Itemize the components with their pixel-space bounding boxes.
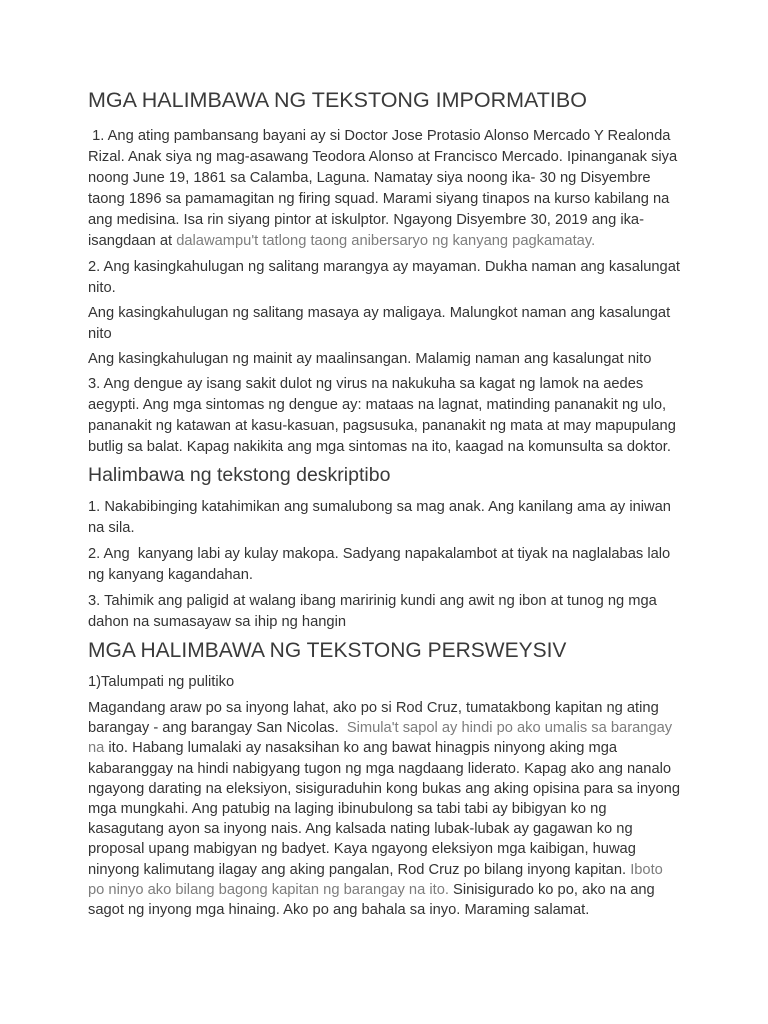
informative-item-1 [88, 126, 682, 252]
persuasive-subheading: 1)Talumpati ng pulitiko [88, 674, 235, 690]
informative-item-1-faded-text: dalawampu't tatlong taong anibersaryo ng kanyang pagkamatay. [176, 233, 596, 249]
informative-item-1-text: 1. Ang ating pambansang bayani ay si Doctor Jose Protasio Alonso Mercado Y Realonda Rizal. Anak siya ng mag-asawang Teodora Alonso at Francisco Mercado. Ipinanganak siya noong June 19, 1861 sa Calamba, Laguna. Namatay siya noong ika- 30 ng Disyembre taong 1896 sa pamamagitan ng firing squad. Marami siyang tinapos na kurso kabilang na ang medisina. Isa rin siyang pintor at iskulptor. Ngayong Disyembre 30, 2019 ang ika- isangdaan at [88, 128, 682, 249]
informative-item-3: 3. Ang dengue ay isang sakit dulot ng virus na nakukuha sa kagat ng lamok na aedes aegypti. Ang mga sintomas ng dengue ay: mataas na lagnat, matinding pananakit ng ulo, pananakit ng katawan at kasu-kasuan, pagsusuka, pananakit ng mata at may mapupulang butlig sa balat. Kapag nakikita ang mga sintomas na ito, kaagad na komunsulta sa doktor. [88, 376, 680, 455]
speech-part-3: Sinisigurado ko po, ako na ang sagot ng inyong mga hinaing. Ako po ang bahala sa inyo. Maraming salamat. [88, 881, 659, 919]
heading-informative-examples: MGA HALIMBAWA NG TEKSTONG IMPORMATIBO [88, 88, 587, 112]
heading-persuasive-examples: MGA HALIMBAWA NG TEKSTONG PERSWEYSIV [88, 639, 567, 662]
informative-item-2c: Ang kasingkahulugan ng mainit ay maalinsangan. Malamig naman ang kasalungat nito [88, 351, 652, 367]
speech-part-1: Magandang araw po sa inyong lahat, ako po si Rod Cruz, tumatakbong kapitan ng ating barangay - ang barangay San Nicolas. [88, 700, 663, 737]
informative-item-2b: Ang kasingkahulugan ng salitang masaya ay maligaya. Malungkot naman ang kasalungat nito [88, 305, 675, 342]
descriptive-item-1: 1. Nakabibinging katahimikan ang sumalubong sa mag anak. Ang kanilang ama ay iniwan na sila. [88, 499, 676, 536]
speech-faded-1: Simula't sapol ay hindi po ako umalis sa barangay na [88, 720, 677, 757]
persuasive-speech [88, 698, 685, 920]
descriptive-item-3: 3. Tahimik ang paligid at walang ibang maririnig kundi ang awit ng ibon at tunog ng mga dahon na sumasayaw sa ihip ng hangin [88, 593, 661, 630]
informative-item-2: 2. Ang kasingkahulugan ng salitang marangya ay mayaman. Dukha naman ang kasalungat nito. [88, 259, 685, 296]
speech-faded-2: Iboto po ninyo ako bilang bagong kapitan ng barangay na ito. [88, 861, 667, 898]
descriptive-item-2: 2. Ang kanyang labi ay kulay makopa. Sadyang napakalambot at tiyak na naglalabas lalo ng kanyang kagandahan. [88, 546, 675, 583]
speech-part-2: ito. Habang lumalaki ay nasaksihan ko ang bawat hinagpis ninyong aking mga kabaranggay na hindi nabigyang tugon ng mga nagdaang liderato. Kapag ako ang nanalo ngayong darating na eleksiyon, sisiguraduhin kong bukas ang aking opisina para sa inyong mga mungkahi. Ang patubig na laging ibinubulong sa tabi tabi ay bibigyan ko ng kasagutang ayon sa inyong nais. Ang kalsada nating lubak-lubak ay gagawan ko ng proposal upang mabigyan ng badyet. Kaya ngayong eleksiyon mga kaibigan, huwag ninyong kalimutang ilagay ang aking pangalan, Rod Cruz po bilang inyong kapitan. [88, 740, 685, 878]
heading-descriptive-examples: Halimbawa ng tekstong deskriptibo [88, 464, 391, 486]
